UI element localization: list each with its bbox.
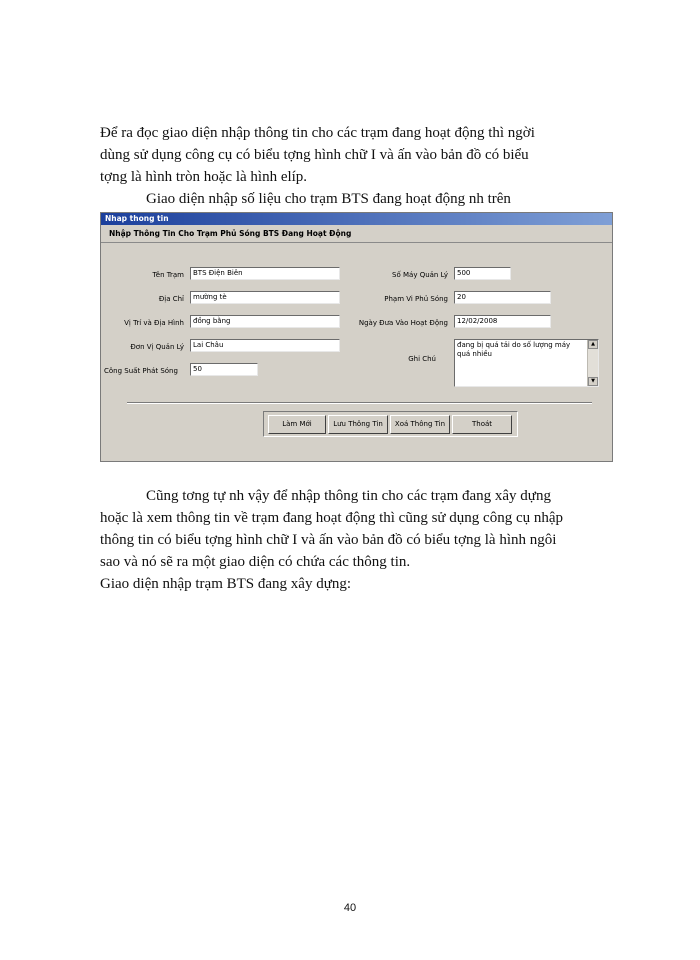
scroll-up-icon[interactable]: ▲ <box>588 340 598 349</box>
luu-thong-tin-button[interactable]: Lưu Thông Tin <box>328 415 388 434</box>
separator <box>127 402 592 404</box>
label-vi-tri: Vị Trí và Địa Hình <box>124 319 184 327</box>
lam-moi-button[interactable]: Làm Mới <box>268 415 326 434</box>
dialog-title: Nhap thong tin <box>101 213 612 225</box>
text-line: Để ra đọc giao diện nhập thông tin cho các trạm đang hoạt động thì ngời <box>100 125 535 141</box>
paragraph-intro <box>100 122 535 210</box>
ghi-chu-text: đang bị quá tải do số lượng máy quá nhiều <box>457 341 571 358</box>
figure-caption: Giao diện nhập trạm BTS đang xây dựng: <box>100 576 352 592</box>
page-number: 40 <box>343 902 357 914</box>
text-line: dùng sử dụng công cụ có biểu tợng hình chữ I và ấn vào bản đồ có biểu <box>100 147 529 163</box>
dialog-heading: Nhập Thông Tin Cho Trạm Phủ Sóng BTS Đang Hoạt Động <box>101 225 612 243</box>
thoat-button[interactable]: Thoát <box>452 415 512 434</box>
paragraph-second <box>100 485 563 595</box>
ten-tram-input[interactable]: BTS Điện Biên <box>190 267 340 280</box>
label-dia-chi: Địa Chỉ <box>158 295 184 303</box>
label-so-may: Số Máy Quản Lý <box>392 271 448 279</box>
label-ngay: Ngày Đưa Vào Hoạt Động <box>358 319 448 327</box>
scrollbar[interactable] <box>587 340 598 386</box>
text-line: tợng là hình tròn hoặc là hình elíp. <box>100 169 308 185</box>
text-line: hoặc là xem thông tin về trạm đang hoạt động thì cũng sử dụng công cụ nhập <box>100 510 564 526</box>
xoa-thong-tin-button[interactable]: Xoá Thông Tin <box>390 415 450 434</box>
ghi-chu-textarea[interactable] <box>454 339 599 387</box>
dia-chi-input[interactable]: mường tè <box>190 291 340 304</box>
scroll-down-icon[interactable]: ▼ <box>588 377 598 386</box>
text-line: Cũng tơng tự nh vậy để nhập thông tin cho các trạm đang xây dựng <box>146 488 551 504</box>
pham-vi-input[interactable]: 20 <box>454 291 551 304</box>
text-line: sao và nó sẽ ra một giao diện có chứa các thông tin. <box>100 554 411 570</box>
label-ten-tram: Tên Trạm <box>152 271 184 279</box>
ngay-input[interactable]: 12/02/2008 <box>454 315 551 328</box>
text-line: thông tin có biểu tợng hình chữ I và ấn vào bản đồ có biểu tợng là hình ngôi <box>100 532 557 548</box>
don-vi-input[interactable]: Lai Châu <box>190 339 340 352</box>
input-dialog <box>100 212 613 462</box>
label-pham-vi: Phạm Vi Phủ Sóng <box>384 295 448 303</box>
cong-suat-input[interactable]: 50 <box>190 363 258 376</box>
label-cong-suat: Công Suất Phát Sóng <box>104 367 178 375</box>
label-don-vi: Đơn Vị Quản Lý <box>130 343 184 351</box>
so-may-input[interactable]: 500 <box>454 267 511 280</box>
button-bar <box>263 411 518 437</box>
vi-tri-input[interactable]: đồng bằng <box>190 315 340 328</box>
label-ghi-chu: Ghi Chú <box>408 355 436 363</box>
figure-caption: Giao diện nhập số liệu cho trạm BTS đang hoạt động nh trên <box>146 191 511 207</box>
